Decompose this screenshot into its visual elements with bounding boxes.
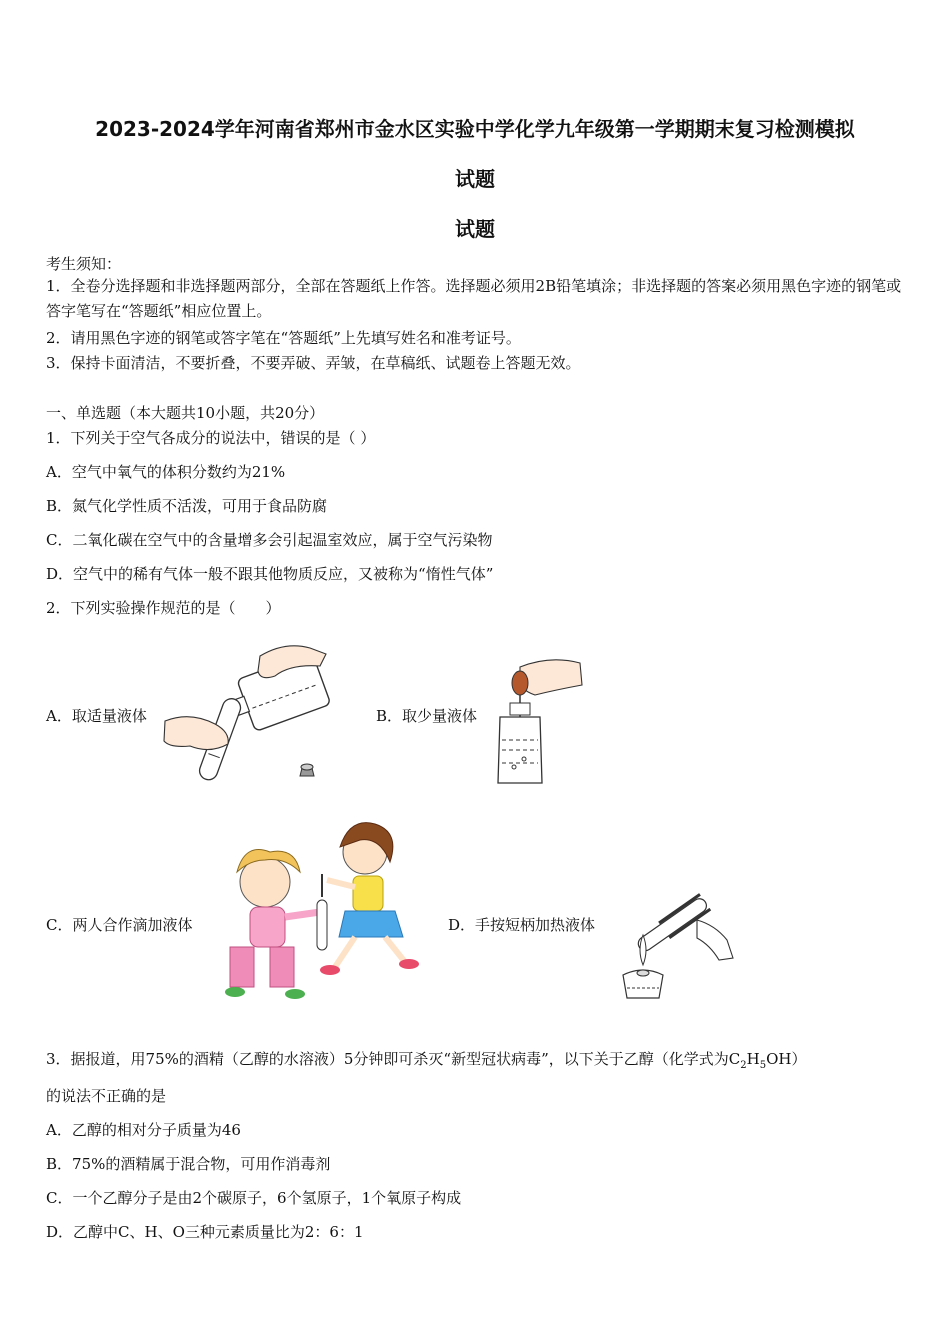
dropper-bottle-illustration <box>490 655 590 785</box>
notice-item-3: 3．保持卡面清洁，不要折叠，不要弄破、弄皱，在草稿纸、试题卷上答题无效。 <box>46 354 581 372</box>
q3-stem-text-2: H <box>746 1050 760 1068</box>
q3-option-b: B．75%的酒精属于混合物，可用作消毒剂 <box>46 1155 331 1173</box>
q3-option-c: C．一个乙醇分子是由2个碳原子，6个氢原子，1个氧原子构成 <box>46 1189 462 1207</box>
q3-option-d: D．乙醇中C、H、O三种元素质量比为2：6：1 <box>46 1223 364 1241</box>
q3-stem-line1 <box>46 1048 806 1071</box>
q3-stem-line2: 的说法不正确的是 <box>46 1087 167 1105</box>
notice-item-2: 2．请用黑色字迹的钢笔或答字笔在“答题纸”上先填写姓名和准考证号。 <box>46 329 521 347</box>
heating-test-tube-illustration <box>615 880 740 1005</box>
q2-option-b: B．取少量液体 <box>376 707 478 725</box>
notice-item-1: 1．全卷分选择题和非选择题两部分，全部在答题纸上作答。选择题必须用2B铅笔填涂；非选择题的答案必须用黑色字迹的钢笔或答字笔写在“答题纸”相应位置上。 <box>46 277 902 320</box>
q3-sub-5: 5 <box>759 1060 767 1071</box>
q2-option-a: A．取适量液体 <box>46 707 147 725</box>
q3-stem-text-3: OH） <box>766 1050 807 1068</box>
page-title-line2: 试题 <box>455 167 495 191</box>
q1-option-d: D．空气中的稀有气体一般不跟其他物质反应，又被称为“惰性气体” <box>46 565 494 583</box>
q1-option-b: B．氮气化学性质不活泼，可用于食品防腐 <box>46 497 328 515</box>
q2-stem: 2．下列实验操作规范的是（ ） <box>46 599 281 617</box>
q2-option-c: C．两人合作滴加液体 <box>46 916 193 934</box>
pouring-liquid-illustration <box>160 636 330 788</box>
q3-sub-2: 2 <box>740 1060 747 1071</box>
q1-stem: 1．下列关于空气各成分的说法中，错误的是（ ） <box>46 429 376 447</box>
q1-option-a: A．空气中氧气的体积分数约为21% <box>46 463 286 481</box>
two-children-illustration <box>215 812 420 1007</box>
page-title-line1: 2023-2024学年河南省郑州市金水区实验中学化学九年级第一学期期末复习检测模拟 <box>95 117 855 141</box>
section-heading: 一、单选题（本大题共10小题，共20分） <box>46 404 325 422</box>
q2-option-d: D．手按短柄加热液体 <box>448 916 596 934</box>
q1-option-c: C．二氧化碳在空气中的含量增多会引起温室效应，属于空气污染物 <box>46 531 493 549</box>
q3-stem-text-1: 3．据报道，用75%的酒精（乙醇的水溶液）5分钟即可杀灭“新型冠状病毒”，以下关于乙醇（化学式为C <box>46 1050 741 1068</box>
page-subtitle: 试题 <box>455 217 495 241</box>
q3-option-a: A．乙醇的相对分子质量为46 <box>46 1121 241 1139</box>
notice-heading: 考生须知： <box>46 255 122 273</box>
